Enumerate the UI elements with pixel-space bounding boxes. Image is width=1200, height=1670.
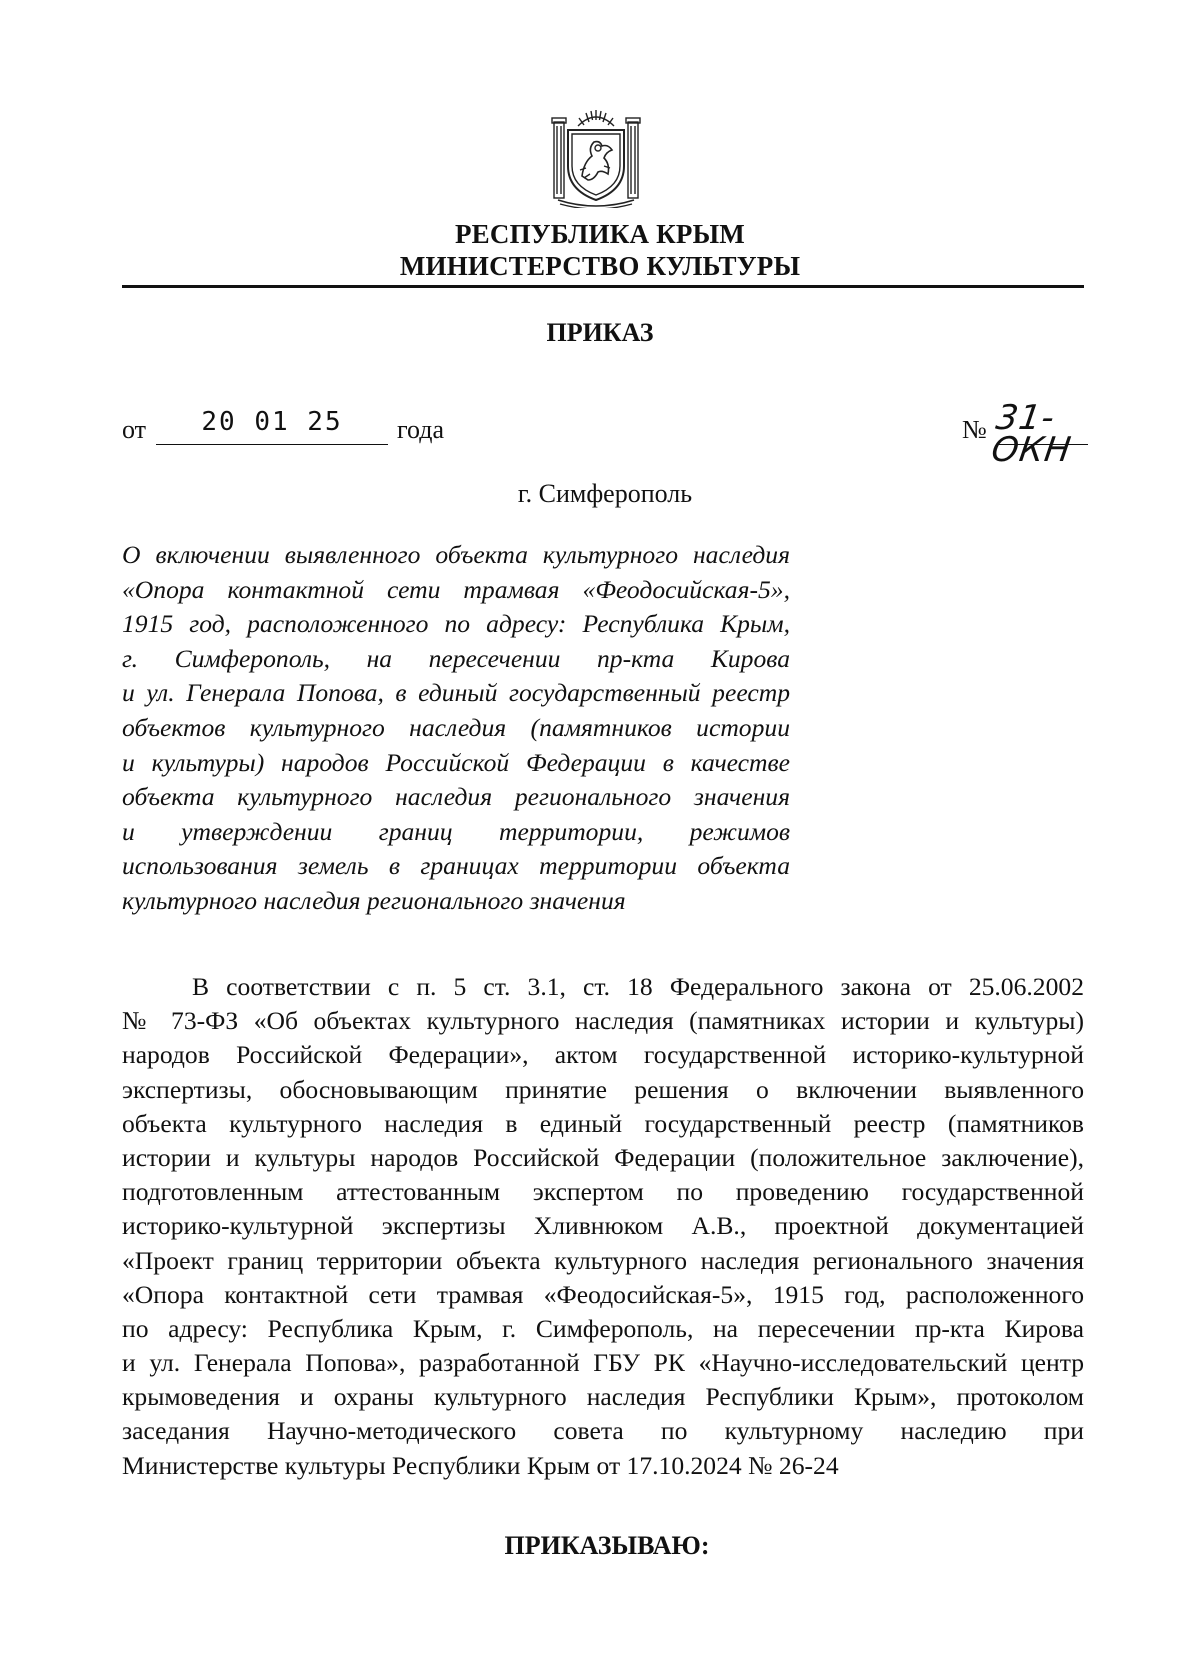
document-type-title: ПРИКАЗ [546,318,654,347]
body-line: № 73-ФЗ «Об объектах культурного наследия (памятниках истории и культуры) [122,1006,1084,1036]
body-line: «Проект границ территории объекта культурного наследия регионального значения [122,1245,1084,1275]
subject-line: и ул. Генерала Попова, в единый государственный реестр [122,678,790,708]
body-line: Министерстве культуры Республики Крым от 17.10.2024 № 26-24 [122,1450,839,1480]
body-line: В соответствии с п. 5 ст. 3.1, ст. 18 Федерального закона от 25.06.2002 [192,972,1084,1001]
subject-line: 1915 год, расположенного по адресу: Республика Крым, [122,609,790,639]
body-line: подготовленным аттестованным экспертом по проведению государственной [122,1177,1084,1207]
subject-line: и утверждении границ территории, режимов [122,816,790,846]
body-line: народов Российской Федерации», актом государственной историко-культурной [122,1040,1084,1070]
document-number: 31-ОКН [988,398,1075,470]
body-line: по адресу: Республика Крым, г. Симферополь, на пересечении пр-кта Кирова [122,1313,1084,1343]
body-line: историко-культурной экспертизы Хливнюком А.В., проектной документацией [122,1211,1084,1241]
subject-line: культурного наследия регионального значения [122,885,626,915]
subject-line: О включении выявленного объекта культурного наследия [122,540,790,569]
subject-line: использования земель в границах территории объекта [122,851,790,881]
document-subject [122,538,790,919]
subject-line: г. Симферополь, на пересечении пр-кта Кирова [122,643,790,673]
order-directive-heading: ПРИКАЗЫВАЮ: [504,1531,710,1560]
body-line: крымоведения и охраны культурного наследия Республики Крым», протоколом [122,1382,1084,1412]
document-city: г. Симферополь [517,479,693,508]
date-number-row [122,398,1084,470]
document-body [122,970,1084,1483]
organization-name-line2: МИНИСТЕРСТВО КУЛЬТУРЫ [399,251,801,281]
organization-name-line1: РЕСПУБЛИКА КРЫМ [454,219,745,249]
date-underline [156,444,388,445]
subject-line: «Опора контактной сети трамвая «Феодосийская-5», [122,574,790,604]
body-line: истории и культуры народов Российской Федерации (положительное заключение), [122,1142,1084,1172]
number-prefix: № [962,415,987,444]
document-date: 20 01 25 [201,407,343,437]
subject-line: объекта культурного наследия регионального значения [122,782,790,812]
subject-line: объектов культурного наследия (памятников истории [122,712,790,742]
body-line: и ул. Генерала Попова», разработанной ГБУ РК «Научно-исследовательский центр [122,1348,1084,1378]
crimea-coat-of-arms-icon [548,104,644,208]
number-underline [998,444,1088,445]
header-divider [122,285,1084,288]
body-line: заседания Научно-методического совета по культурному наследию при [122,1416,1084,1446]
date-prefix: от [122,415,147,444]
subject-line: и культуры) народов Российской Федерации в качестве [122,747,790,777]
body-line: «Опора контактной сети трамвая «Феодосийская-5», 1915 год, расположенного [122,1279,1084,1309]
date-suffix: года [397,415,445,444]
body-line: объекта культурного наследия в единый государственный реестр (памятников [122,1108,1084,1138]
body-line: экспертизы, обосновывающим принятие решения о включении выявленного [122,1074,1084,1104]
